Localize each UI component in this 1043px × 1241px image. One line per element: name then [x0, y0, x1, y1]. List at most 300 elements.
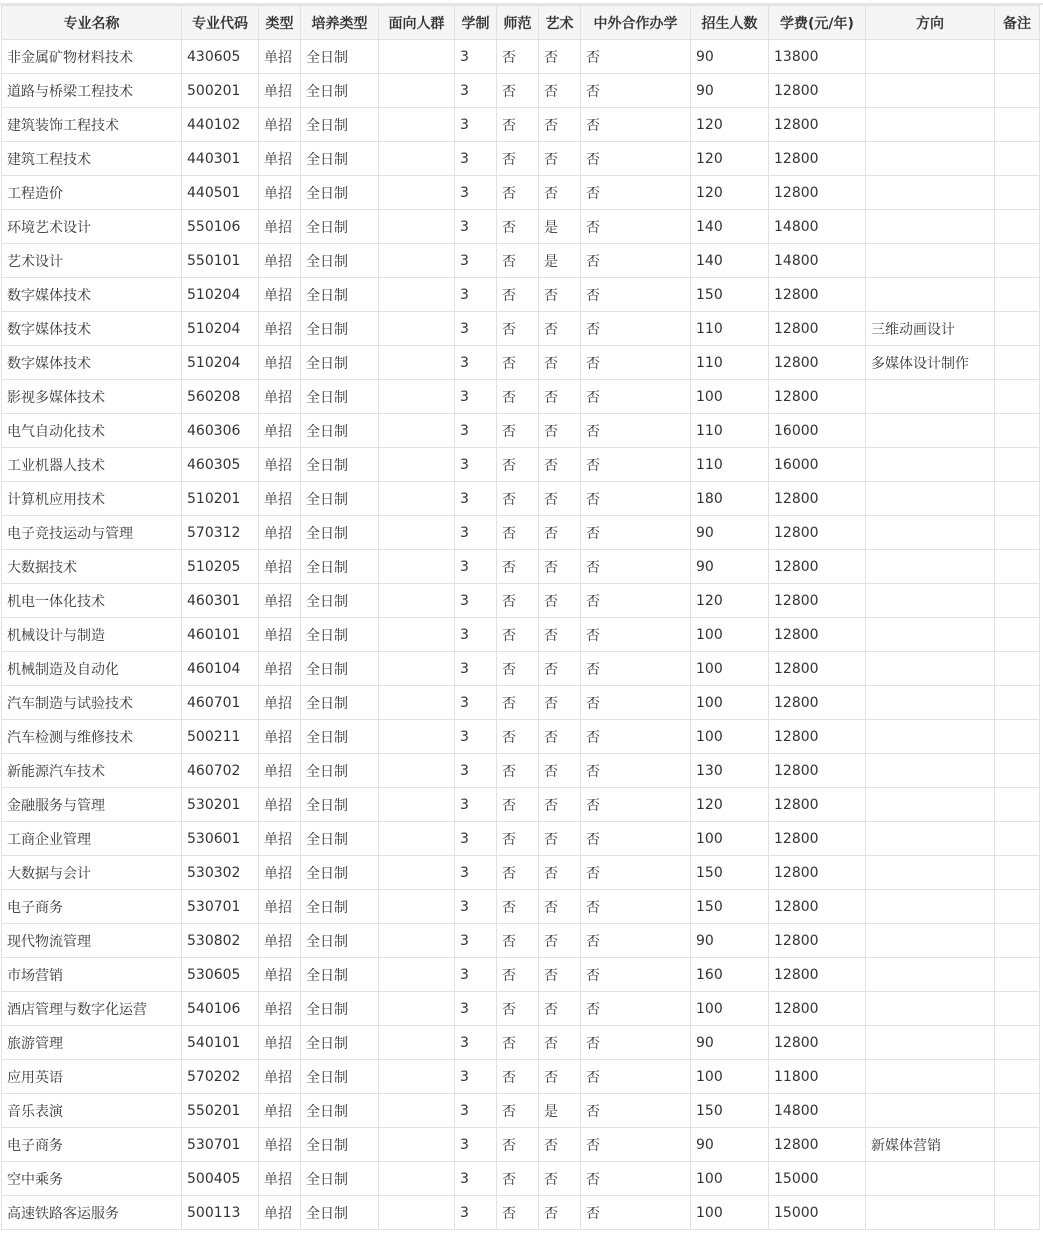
table-cell: 540106	[182, 992, 259, 1026]
table-cell: 多媒体设计制作	[866, 346, 995, 380]
table-cell: 12800	[769, 74, 866, 108]
table-cell: 否	[539, 686, 581, 720]
column-header: 学费(元/年)	[769, 6, 866, 40]
table-cell: 单招	[259, 278, 301, 312]
table-cell	[995, 618, 1040, 652]
table-cell: 3	[455, 346, 497, 380]
table-cell: 全日制	[301, 992, 379, 1026]
table-cell: 否	[497, 448, 539, 482]
table-cell: 否	[539, 822, 581, 856]
table-cell: 110	[691, 448, 769, 482]
table-cell	[379, 74, 455, 108]
table-cell: 全日制	[301, 822, 379, 856]
table-cell: 否	[497, 1026, 539, 1060]
table-cell: 530302	[182, 856, 259, 890]
table-row	[2, 1094, 1040, 1128]
column-header: 招生人数	[691, 6, 769, 40]
table-cell: 工商企业管理	[2, 822, 182, 856]
table-header-row	[2, 6, 1040, 40]
table-cell	[866, 754, 995, 788]
table-cell	[995, 1162, 1040, 1196]
table-cell: 全日制	[301, 652, 379, 686]
table-cell	[866, 890, 995, 924]
table-cell: 否	[497, 278, 539, 312]
table-cell: 单招	[259, 754, 301, 788]
table-row	[2, 346, 1040, 380]
table-cell: 机械制造及自动化	[2, 652, 182, 686]
table-cell	[866, 1162, 995, 1196]
table-cell: 大数据与会计	[2, 856, 182, 890]
table-cell	[866, 176, 995, 210]
column-header: 方向	[866, 6, 995, 40]
table-cell: 单招	[259, 686, 301, 720]
table-cell: 单招	[259, 924, 301, 958]
table-cell: 否	[497, 890, 539, 924]
table-row	[2, 822, 1040, 856]
table-cell: 430605	[182, 40, 259, 74]
table-cell: 3	[455, 482, 497, 516]
table-cell	[995, 108, 1040, 142]
table-cell: 530601	[182, 822, 259, 856]
table-cell: 3	[455, 516, 497, 550]
table-cell: 单招	[259, 1162, 301, 1196]
table-cell: 否	[539, 618, 581, 652]
table-cell: 12800	[769, 1128, 866, 1162]
table-cell: 3	[455, 652, 497, 686]
table-cell: 否	[539, 1128, 581, 1162]
table-cell: 100	[691, 652, 769, 686]
table-cell: 570312	[182, 516, 259, 550]
table-cell: 12800	[769, 1026, 866, 1060]
table-cell: 150	[691, 1094, 769, 1128]
table-cell: 3	[455, 210, 497, 244]
table-cell: 否	[581, 1162, 691, 1196]
table-cell: 音乐表演	[2, 1094, 182, 1128]
table-cell: 否	[581, 720, 691, 754]
table-cell: 单招	[259, 380, 301, 414]
table-cell: 否	[539, 1060, 581, 1094]
table-cell	[866, 992, 995, 1026]
table-cell: 全日制	[301, 924, 379, 958]
table-cell: 120	[691, 142, 769, 176]
table-cell: 90	[691, 516, 769, 550]
table-cell: 90	[691, 40, 769, 74]
table-cell: 高速铁路客运服务	[2, 1196, 182, 1230]
table-cell	[379, 992, 455, 1026]
table-cell: 530605	[182, 958, 259, 992]
table-cell	[995, 1060, 1040, 1094]
table-cell: 单招	[259, 550, 301, 584]
table-row	[2, 618, 1040, 652]
table-cell: 全日制	[301, 856, 379, 890]
table-row	[2, 856, 1040, 890]
table-cell: 530701	[182, 890, 259, 924]
table-cell: 110	[691, 346, 769, 380]
table-cell: 否	[497, 584, 539, 618]
table-cell: 单招	[259, 74, 301, 108]
table-cell: 12800	[769, 346, 866, 380]
table-row	[2, 1162, 1040, 1196]
table-cell: 否	[497, 380, 539, 414]
table-cell: 否	[497, 1094, 539, 1128]
table-cell	[379, 1060, 455, 1094]
table-cell: 否	[581, 142, 691, 176]
table-cell	[866, 244, 995, 278]
table-cell: 机械设计与制造	[2, 618, 182, 652]
table-row	[2, 482, 1040, 516]
table-cell: 否	[497, 788, 539, 822]
table-cell: 应用英语	[2, 1060, 182, 1094]
table-cell: 12800	[769, 380, 866, 414]
table-row	[2, 380, 1040, 414]
table-cell: 否	[539, 312, 581, 346]
table-cell: 120	[691, 108, 769, 142]
table-cell: 14800	[769, 210, 866, 244]
table-cell: 否	[497, 346, 539, 380]
table-cell	[379, 822, 455, 856]
table-cell: 15000	[769, 1162, 866, 1196]
table-cell	[995, 142, 1040, 176]
table-cell: 全日制	[301, 346, 379, 380]
table-cell: 否	[539, 652, 581, 686]
table-cell: 否	[497, 1060, 539, 1094]
table-cell: 单招	[259, 992, 301, 1026]
table-cell: 3	[455, 992, 497, 1026]
table-cell: 否	[497, 210, 539, 244]
table-cell: 否	[497, 142, 539, 176]
table-cell: 单招	[259, 618, 301, 652]
table-cell: 全日制	[301, 754, 379, 788]
column-header: 艺术	[539, 6, 581, 40]
table-cell: 15000	[769, 1196, 866, 1230]
table-cell	[866, 720, 995, 754]
table-cell: 550101	[182, 244, 259, 278]
table-cell: 建筑装饰工程技术	[2, 108, 182, 142]
column-header: 学制	[455, 6, 497, 40]
table-cell: 道路与桥梁工程技术	[2, 74, 182, 108]
table-cell: 3	[455, 414, 497, 448]
table-cell: 否	[581, 210, 691, 244]
table-cell: 500201	[182, 74, 259, 108]
table-cell: 三维动画设计	[866, 312, 995, 346]
table-cell: 数字媒体技术	[2, 346, 182, 380]
table-cell: 单招	[259, 210, 301, 244]
table-cell: 全日制	[301, 618, 379, 652]
table-cell	[995, 924, 1040, 958]
table-cell: 12800	[769, 550, 866, 584]
table-cell: 100	[691, 1060, 769, 1094]
table-cell: 影视多媒体技术	[2, 380, 182, 414]
table-cell: 否	[539, 108, 581, 142]
table-cell: 100	[691, 686, 769, 720]
table-cell: 单招	[259, 720, 301, 754]
table-cell: 12800	[769, 312, 866, 346]
table-cell: 12800	[769, 890, 866, 924]
table-cell: 3	[455, 686, 497, 720]
table-cell: 460301	[182, 584, 259, 618]
column-header: 培养类型	[301, 6, 379, 40]
table-cell: 90	[691, 1026, 769, 1060]
table-cell: 550106	[182, 210, 259, 244]
table-cell: 否	[581, 1094, 691, 1128]
table-cell	[866, 584, 995, 618]
table-cell	[995, 754, 1040, 788]
table-cell: 否	[581, 1060, 691, 1094]
table-cell: 460306	[182, 414, 259, 448]
table-cell: 否	[581, 380, 691, 414]
table-cell: 否	[581, 618, 691, 652]
table-cell	[995, 448, 1040, 482]
table-cell: 全日制	[301, 1128, 379, 1162]
table-cell: 单招	[259, 958, 301, 992]
table-cell: 3	[455, 958, 497, 992]
table-cell: 否	[581, 244, 691, 278]
table-row	[2, 176, 1040, 210]
table-cell: 全日制	[301, 720, 379, 754]
table-cell: 150	[691, 890, 769, 924]
table-cell: 90	[691, 1128, 769, 1162]
table-cell: 单招	[259, 244, 301, 278]
table-cell: 110	[691, 414, 769, 448]
table-cell	[995, 312, 1040, 346]
table-cell: 建筑工程技术	[2, 142, 182, 176]
table-cell	[866, 482, 995, 516]
admissions-table	[1, 5, 1040, 1230]
table-cell: 130	[691, 754, 769, 788]
table-cell: 否	[581, 1026, 691, 1060]
table-cell: 12800	[769, 142, 866, 176]
table-cell: 440301	[182, 142, 259, 176]
table-row	[2, 788, 1040, 822]
table-cell: 否	[497, 1196, 539, 1230]
table-cell	[379, 312, 455, 346]
table-cell: 新能源汽车技术	[2, 754, 182, 788]
table-cell: 电子商务	[2, 1128, 182, 1162]
table-cell	[379, 1128, 455, 1162]
table-cell	[866, 414, 995, 448]
table-cell: 460701	[182, 686, 259, 720]
table-cell	[995, 210, 1040, 244]
table-cell: 530701	[182, 1128, 259, 1162]
table-cell: 否	[539, 1026, 581, 1060]
table-cell	[379, 142, 455, 176]
table-cell: 100	[691, 1162, 769, 1196]
table-cell: 12800	[769, 652, 866, 686]
column-header: 师范	[497, 6, 539, 40]
table-cell: 12800	[769, 278, 866, 312]
table-cell	[379, 890, 455, 924]
table-cell: 否	[539, 890, 581, 924]
table-cell	[866, 1026, 995, 1060]
table-cell: 市场营销	[2, 958, 182, 992]
table-row	[2, 1060, 1040, 1094]
table-cell: 120	[691, 584, 769, 618]
table-cell: 是	[539, 1094, 581, 1128]
table-cell: 非金属矿物材料技术	[2, 40, 182, 74]
table-cell	[866, 40, 995, 74]
table-cell	[995, 244, 1040, 278]
table-cell	[379, 584, 455, 618]
table-cell: 全日制	[301, 278, 379, 312]
table-row	[2, 210, 1040, 244]
table-cell: 90	[691, 550, 769, 584]
table-row	[2, 414, 1040, 448]
table-cell: 否	[497, 550, 539, 584]
table-cell	[995, 686, 1040, 720]
table-cell: 否	[581, 1128, 691, 1162]
table-cell: 否	[497, 1128, 539, 1162]
table-cell: 3	[455, 822, 497, 856]
table-cell: 否	[497, 618, 539, 652]
table-row	[2, 584, 1040, 618]
table-row	[2, 40, 1040, 74]
table-row	[2, 516, 1040, 550]
table-cell: 全日制	[301, 74, 379, 108]
table-cell: 否	[581, 686, 691, 720]
table-row	[2, 992, 1040, 1026]
table-cell: 单招	[259, 1196, 301, 1230]
table-cell	[995, 1094, 1040, 1128]
table-cell	[379, 924, 455, 958]
table-cell	[866, 210, 995, 244]
table-cell: 12800	[769, 822, 866, 856]
table-cell: 单招	[259, 788, 301, 822]
table-cell	[379, 1162, 455, 1196]
table-row	[2, 924, 1040, 958]
table-cell	[995, 958, 1040, 992]
table-cell: 否	[497, 176, 539, 210]
table-cell: 510204	[182, 278, 259, 312]
table-cell: 3	[455, 584, 497, 618]
table-cell: 是	[539, 210, 581, 244]
column-header: 专业代码	[182, 6, 259, 40]
table-cell: 全日制	[301, 40, 379, 74]
table-cell	[995, 176, 1040, 210]
table-cell	[379, 380, 455, 414]
column-header: 类型	[259, 6, 301, 40]
table-cell	[379, 346, 455, 380]
table-cell: 数字媒体技术	[2, 278, 182, 312]
table-cell	[995, 482, 1040, 516]
table-cell	[995, 822, 1040, 856]
table-cell: 12800	[769, 720, 866, 754]
table-cell: 3	[455, 788, 497, 822]
table-cell: 单招	[259, 142, 301, 176]
table-cell: 否	[539, 720, 581, 754]
table-cell: 否	[581, 958, 691, 992]
table-cell: 100	[691, 618, 769, 652]
table-cell: 12800	[769, 924, 866, 958]
table-cell	[866, 1060, 995, 1094]
table-cell: 否	[581, 992, 691, 1026]
table-cell: 3	[455, 618, 497, 652]
table-cell: 否	[581, 516, 691, 550]
table-cell: 3	[455, 142, 497, 176]
table-cell: 否	[497, 720, 539, 754]
table-row	[2, 890, 1040, 924]
table-cell	[866, 550, 995, 584]
table-cell: 11800	[769, 1060, 866, 1094]
table-body	[2, 40, 1040, 1230]
table-cell: 否	[539, 482, 581, 516]
table-cell	[866, 958, 995, 992]
table-row	[2, 448, 1040, 482]
table-cell: 440102	[182, 108, 259, 142]
table-cell: 否	[539, 516, 581, 550]
table-cell: 电子商务	[2, 890, 182, 924]
table-cell: 3	[455, 380, 497, 414]
table-cell	[995, 40, 1040, 74]
table-cell: 否	[581, 754, 691, 788]
table-cell: 全日制	[301, 1094, 379, 1128]
table-cell: 否	[497, 482, 539, 516]
table-cell: 电子竞技运动与管理	[2, 516, 182, 550]
table-cell: 空中乘务	[2, 1162, 182, 1196]
table-row	[2, 74, 1040, 108]
table-cell: 14800	[769, 1094, 866, 1128]
table-cell: 90	[691, 924, 769, 958]
table-cell	[866, 652, 995, 686]
table-cell	[379, 448, 455, 482]
table-cell: 否	[539, 346, 581, 380]
table-cell: 工业机器人技术	[2, 448, 182, 482]
table-cell: 艺术设计	[2, 244, 182, 278]
table-cell: 3	[455, 550, 497, 584]
table-cell: 否	[497, 754, 539, 788]
table-cell	[866, 924, 995, 958]
table-cell: 否	[497, 244, 539, 278]
table-cell: 460305	[182, 448, 259, 482]
table-cell	[379, 244, 455, 278]
table-cell: 3	[455, 924, 497, 958]
table-cell: 否	[581, 278, 691, 312]
table-cell	[995, 652, 1040, 686]
table-cell: 全日制	[301, 380, 379, 414]
table-row	[2, 244, 1040, 278]
table-cell	[866, 856, 995, 890]
table-cell: 全日制	[301, 414, 379, 448]
table-cell	[866, 516, 995, 550]
table-cell	[379, 618, 455, 652]
table-cell: 12800	[769, 992, 866, 1026]
table-cell	[995, 278, 1040, 312]
table-cell	[995, 516, 1040, 550]
table-cell: 530201	[182, 788, 259, 822]
table-cell: 140	[691, 210, 769, 244]
table-row	[2, 958, 1040, 992]
table-cell	[995, 720, 1040, 754]
table-cell: 3	[455, 278, 497, 312]
table-cell: 120	[691, 788, 769, 822]
table-cell	[866, 108, 995, 142]
table-cell: 540101	[182, 1026, 259, 1060]
table-cell: 否	[497, 686, 539, 720]
table-cell	[866, 74, 995, 108]
table-cell: 110	[691, 312, 769, 346]
table-cell: 单招	[259, 414, 301, 448]
table-cell: 单招	[259, 448, 301, 482]
table-cell: 否	[581, 346, 691, 380]
table-cell: 530802	[182, 924, 259, 958]
table-cell: 否	[539, 550, 581, 584]
table-cell: 工程造价	[2, 176, 182, 210]
table-cell: 3	[455, 448, 497, 482]
table-cell: 否	[539, 584, 581, 618]
table-cell	[995, 74, 1040, 108]
table-cell: 14800	[769, 244, 866, 278]
table-cell: 13800	[769, 40, 866, 74]
table-cell: 环境艺术设计	[2, 210, 182, 244]
